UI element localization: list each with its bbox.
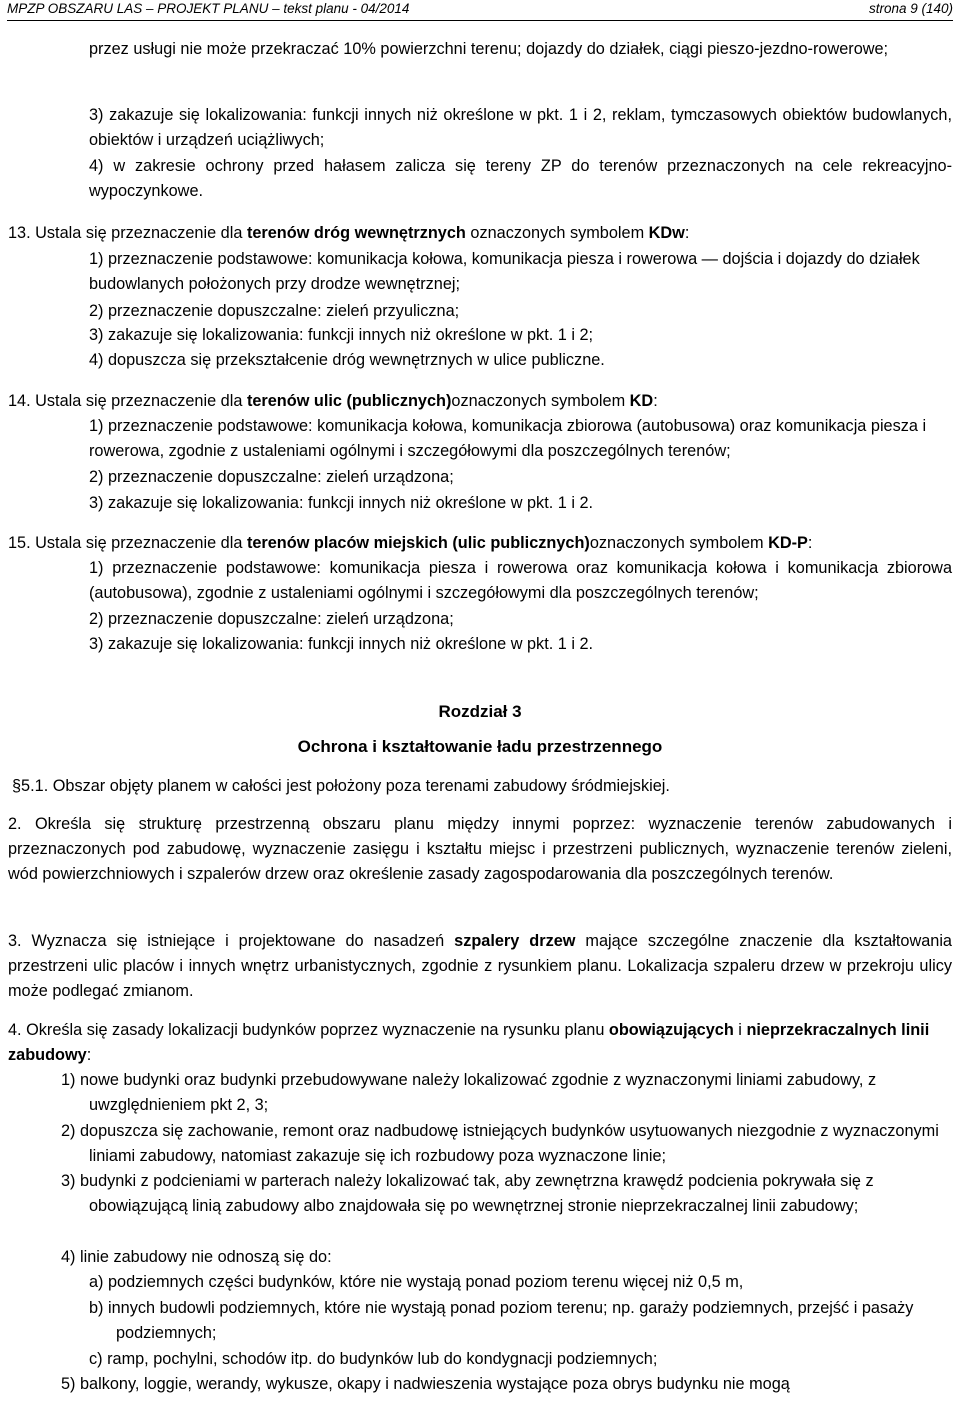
list-item: 1) przeznaczenie podstawowe: komunikacja piesza i rowerowa oraz komunikacja kołowa i komunikacja zbiorowa (autobusowa), zgodnie z ustaleniami ogólnymi i szczegółowymi dla poszczególnych terenów; <box>89 559 952 602</box>
sub-list-item: a) podziemnych części budynków, które nie wystają ponad poziom terenu więcej niż 0,5 m, <box>89 1273 744 1291</box>
list-item: 2) przeznaczenie dopuszczalne: zieleń urządzona; <box>89 610 454 628</box>
list-item: 2) dopuszcza się zachowanie, remont oraz nadbudowę istniejących budynków usytuowanych niezgodnie z wyznaczonymi liniami zabudowy, natomiast zakazuje się ich rozbudowy poza wyznaczone linie; <box>61 1122 939 1165</box>
paragraph-continuation: przez usługi nie może przekraczać 10% powierzchni terenu; dojazdy do działek, ciągi pieszo-jezdno-rowerowe; <box>89 40 889 58</box>
paragraph-5-4: 4. Określa się zasady lokalizacji budynków poprzez wyznaczenie na rysunku planu obowiązujących i nieprzekraczalnych linii zabudowy: <box>8 1021 930 1064</box>
sub-list-item: c) ramp, pochylni, schodów itp. do budynków lub do kondygnacji podziemnych; <box>89 1350 658 1368</box>
list-item: 4) linie zabudowy nie odnoszą się do: <box>61 1248 332 1266</box>
sub-list-item: b) innych budowli podziemnych, które nie wystają ponad poziom terenu; np. garaży podziemnych, przejść i pasaży podziemnych; <box>89 1299 914 1342</box>
chapter-subtitle: Ochrona i kształtowanie ładu przestrzennego <box>297 737 663 756</box>
list-item: 3) zakazuje się lokalizowania: funkcji innych niż określone w pkt. 1 i 2, reklam, tymczasowych obiektów budowlanych, obiektów i urządzeń uciążliwych; <box>89 106 952 149</box>
list-item: 2) przeznaczenie dopuszczalne: zieleń przyuliczna; <box>89 302 460 320</box>
list-item: 5) balkony, loggie, werandy, wykusze, okapy i nadwieszenia wystające poza obrys budynku nie mogą <box>61 1375 790 1393</box>
list-item: 1) nowe budynki oraz budynki przebudowywane należy lokalizować zgodnie z wyznaczonymi liniami zabudowy, z uwzględnieniem pkt 2, 3; <box>61 1071 877 1114</box>
list-item: 2) przeznaczenie dopuszczalne: zieleń urządzona; <box>89 468 454 486</box>
list-item: 3) zakazuje się lokalizowania: funkcji innych niż określone w pkt. 1 i 2; <box>89 326 594 344</box>
chapter-title: Rozdział 3 <box>438 702 522 721</box>
page-header <box>7 0 953 21</box>
paragraph-5-2: 2. Określa się strukturę przestrzenną obszaru planu między innymi poprzez: wyznaczenie terenów zabudowanych i przeznaczonych pod zabudowę, wyznaczenie zasięgu i kształtu miejsc i przestrzeni publicznych, wyznaczenie terenów zieleni, wód powierzchniowych i szpalerów drzew oraz określenie zasady zagospodarowania dla poszczególnych terenów. <box>8 815 952 883</box>
section-14-heading: 14. Ustala się przeznaczenie dla terenów ulic (publicznych)oznaczonych symbolem KD: <box>8 392 658 410</box>
list-item: 1) przeznaczenie podstawowe: komunikacja kołowa, komunikacja piesza i rowerowa — dojścia i dojazdy do działek budowlanych położonych przy drodze wewnętrznej; <box>89 250 920 293</box>
list-item: 3) zakazuje się lokalizowania: funkcji innych niż określone w pkt. 1 i 2. <box>89 635 594 653</box>
header-page-number: strona 9 (140) <box>868 1 953 16</box>
paragraph-5-1: §5.1. Obszar objęty planem w całości jest położony poza terenami zabudowy śródmiejskiej. <box>12 777 670 795</box>
list-item: 4) w zakresie ochrony przed hałasem zalicza się tereny ZP do terenów przeznaczonych na cele rekreacyjno-wypoczynkowe. <box>89 157 952 200</box>
section-13-heading: 13. Ustala się przeznaczenie dla terenów dróg wewnętrznych oznaczonych symbolem KDw: <box>8 224 690 242</box>
header-document-title: MPZP OBSZARU LAS – PROJEKT PLANU – tekst planu - 04/2014 <box>7 1 410 16</box>
list-item: 3) budynki z podcieniami w parterach należy lokalizować tak, aby zewnętrzna krawędź podcienia pokrywała się z obowiązującą linią zabudowy albo znajdowała się po wewnętrznej stronie nieprzekraczalnej linii zabudowy; <box>61 1172 874 1215</box>
list-item: 3) zakazuje się lokalizowania: funkcji innych niż określone w pkt. 1 i 2. <box>89 494 594 512</box>
paragraph-5-3: 3. Wyznacza się istniejące i projektowane do nasadzeń szpalery drzew mające szczególne znaczenie dla kształtowania przestrzeni ulic placów i innych wnętrz urbanistycznych, zgodnie z rysunkiem planu. Lokalizacja szpaleru drzew w przekroju ulicy może podlegać zmianom. <box>8 932 952 1000</box>
list-item: 4) dopuszcza się przekształcenie dróg wewnętrznych w ulice publiczne. <box>89 351 605 369</box>
list-item: 1) przeznaczenie podstawowe: komunikacja kołowa, komunikacja zbiorowa (autobusowa) oraz komunikacja piesza i rowerowa, zgodnie z ustaleniami ogólnymi i szczegółowymi dla poszczególnych terenów; <box>89 417 927 460</box>
section-15-heading: 15. Ustala się przeznaczenie dla terenów placów miejskich (ulic publicznych)oznaczonych symbolem KD-P: <box>8 534 813 552</box>
